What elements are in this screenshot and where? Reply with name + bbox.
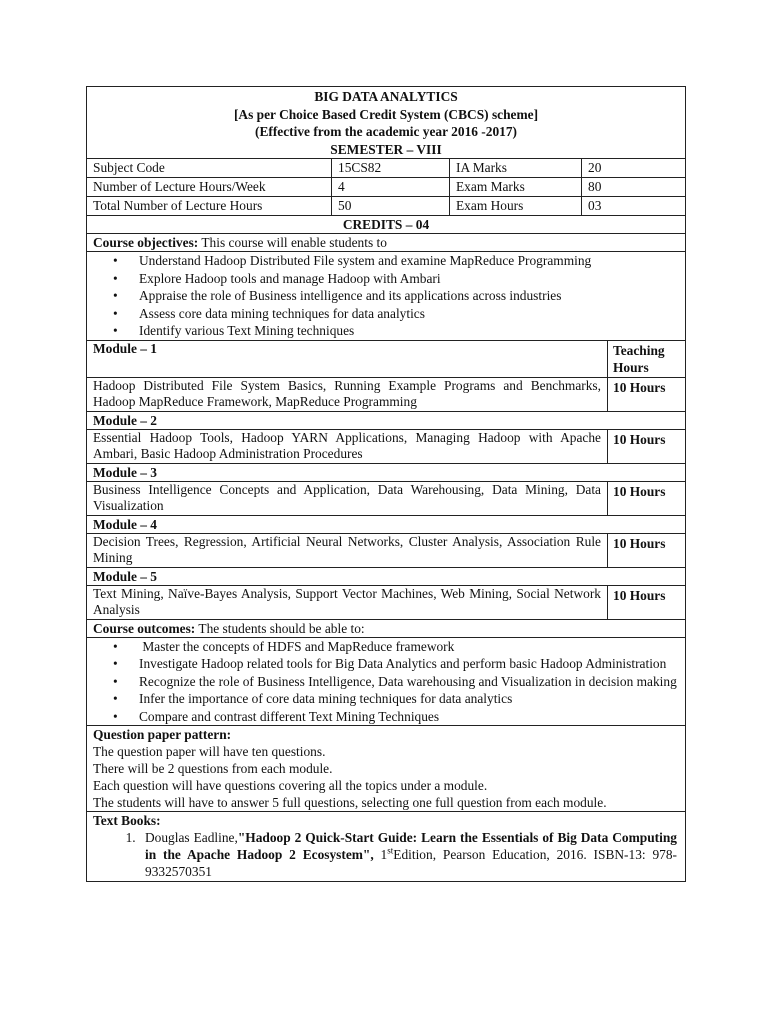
course-outcomes-heading <box>87 619 685 637</box>
module-content: Business Intelligence Concepts and Application, Data Warehousing, Data Mining, Data Visualization <box>93 481 601 513</box>
effective-line: (Effective from the academic year 2016 -2017) <box>254 124 518 139</box>
objectives-intro: This course will enable students to <box>198 235 387 250</box>
outcome-item: • Master the concepts of HDFS and MapReduce framework <box>113 638 679 656</box>
module-title: Module – 1 <box>93 340 157 356</box>
info-label: Number of Lecture Hours/Week <box>93 179 266 194</box>
text-books-heading: Text Books: <box>93 813 161 828</box>
objective-item: • Assess core data mining techniques for data analytics <box>113 305 679 323</box>
info-label: IA Marks <box>449 159 581 177</box>
syllabus-table <box>86 86 686 882</box>
info-label: Exam Hours <box>449 197 581 215</box>
module-4-header: Module – 4 <box>87 515 685 533</box>
info-value: 03 <box>581 197 685 215</box>
course-outcomes-list <box>87 637 685 726</box>
module-hours: 10 Hours <box>607 534 685 567</box>
objective-item: • Understand Hadoop Distributed File system and examine MapReduce Programming <box>113 252 679 270</box>
info-row-subject-code <box>87 158 685 177</box>
outcome-item: • Compare and contrast different Text Mining Techniques <box>113 708 679 726</box>
module-2-header: Module – 2 <box>87 411 685 429</box>
book-publisher-info: Edition, Pearson Education, 2016. ISBN-13: 978-9332570351 <box>145 847 677 879</box>
module-content: Hadoop Distributed File System Basics, Running Example Programs and Benchmarks, Hadoop MapReduce Framework, MapReduce Programming <box>93 377 601 409</box>
outcomes-label: Course outcomes: <box>93 620 196 636</box>
module-content: Essential Hadoop Tools, Hadoop YARN Applications, Managing Hadoop with Apache Ambari, Basic Hadoop Administration Procedures <box>93 429 601 461</box>
question-paper-pattern <box>87 725 685 811</box>
question-pattern-line: The students will have to answer 5 full questions, selecting one full question from each module. <box>93 795 607 810</box>
module-1-content <box>87 377 685 411</box>
info-value: 4 <box>331 178 449 196</box>
course-objectives-heading <box>87 233 685 251</box>
info-label: Total Number of Lecture Hours <box>93 198 263 213</box>
info-value: 20 <box>581 159 685 177</box>
module-content: Decision Trees, Regression, Artificial Neural Networks, Cluster Analysis, Association Rule Mining <box>93 533 601 565</box>
info-label: Exam Marks <box>449 178 581 196</box>
module-5-content <box>87 585 685 619</box>
module-content: Text Mining, Naïve-Bayes Analysis, Support Vector Machines, Web Mining, Social Network Analysis <box>93 585 601 617</box>
info-value: 80 <box>581 178 685 196</box>
module-hours: 10 Hours <box>607 430 685 463</box>
info-value: 50 <box>331 197 449 215</box>
semester-line: SEMESTER – VIII <box>330 141 442 157</box>
credits: CREDITS – 04 <box>87 215 685 233</box>
info-row-total-lecture-hours <box>87 196 685 215</box>
outcome-item: • Investigate Hadoop related tools for Big Data Analytics and perform basic Hadoop Administration <box>113 655 679 673</box>
book-edition-number: 1 <box>373 847 388 862</box>
question-pattern-line: There will be 2 questions from each module. <box>93 761 333 776</box>
info-label: Subject Code <box>93 160 165 175</box>
book-title: "Hadoop 2 Quick-Start Guide: Learn the Essentials of Big Data Computing in the Apache Hadoop 2 Ecosystem", <box>145 830 677 862</box>
module-2-content <box>87 429 685 463</box>
info-row-lecture-hours-week <box>87 177 685 196</box>
outcome-item: • Infer the importance of core data mining techniques for data analytics <box>113 690 679 708</box>
outcome-item: • Recognize the role of Business Intelligence, Data warehousing and Visualization in decision making <box>113 673 679 691</box>
objective-item: • Appraise the role of Business intelligence and its applications across industries <box>113 287 679 305</box>
book-edition-suffix: st <box>387 845 394 856</box>
objective-item: • Explore Hadoop tools and manage Hadoop with Ambari <box>113 270 679 288</box>
outcomes-intro: The students should be able to: <box>195 620 365 636</box>
teaching-hours-label: Teaching Hours <box>607 341 685 377</box>
scheme-line: [As per Choice Based Credit System (CBCS) scheme] <box>233 106 539 122</box>
info-value: 15CS82 <box>331 159 449 177</box>
text-books <box>87 811 685 881</box>
objective-item: • Identify various Text Mining techniques <box>113 322 679 340</box>
module-5-header: Module – 5 <box>87 567 685 585</box>
syllabus-header <box>87 87 685 158</box>
module-3-header: Module – 3 <box>87 463 685 481</box>
module-4-content <box>87 533 685 567</box>
question-pattern-line: Each question will have questions covering all the topics under a module. <box>93 778 488 793</box>
module-hours: 10 Hours <box>607 586 685 619</box>
question-pattern-line: The question paper will have ten questions. <box>93 744 326 759</box>
objectives-label: Course objectives: <box>93 235 199 250</box>
module-hours: 10 Hours <box>607 482 685 515</box>
module-3-content <box>87 481 685 515</box>
question-pattern-heading: Question paper pattern: <box>93 727 232 742</box>
book-author: Douglas Eadline, <box>145 830 238 845</box>
course-objectives-list <box>87 251 685 340</box>
course-title: BIG DATA ANALYTICS <box>314 89 458 104</box>
module-hours: 10 Hours <box>607 378 685 411</box>
module-1-header <box>87 340 685 377</box>
text-book-item <box>139 829 677 880</box>
